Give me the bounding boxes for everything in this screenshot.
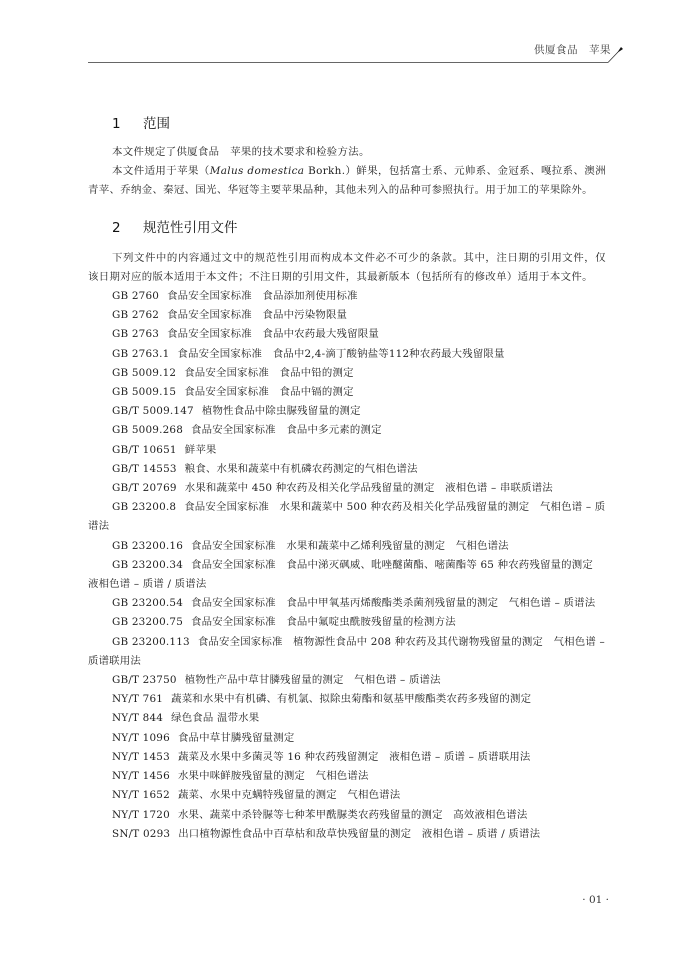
reference-code: NY/T 1720 (112, 808, 170, 821)
reference-item (88, 345, 606, 364)
reference-title: 食品安全国家标准 食品中氟啶虫酰胺残留量的检测方法 (191, 616, 456, 629)
section-heading-scope (88, 113, 606, 135)
reference-title: 食品安全国家标准 食品中涕灭砜威、吡唑醚菌酯、嘧菌酯等 65 种农药残留量的测定 液相色谱 – 质谱 / 质谱法 (88, 558, 604, 591)
running-header-title: 供厦食品 苹果 (534, 44, 611, 56)
reference-code: GB 23200.113 (112, 635, 190, 648)
reference-title: 食品安全国家标准 植物源性食品中 208 种农药及其代谢物残留量的测定 气相色谱 – 质谱联用法 (88, 635, 605, 667)
reference-title: 食品安全国家标准 食品中甲氧基丙烯酸酯类杀菌剂残留量的测定 气相色谱 – 质谱法 (191, 597, 596, 610)
section-title: 规范性引用文件 (143, 219, 238, 236)
reference-list (88, 287, 606, 844)
reference-title: 蔬菜、水果中克螨特残留量的测定 气相色谱法 (177, 789, 401, 802)
reference-title: 食品安全国家标准 食品中污染物限量 (167, 309, 348, 322)
reference-item (88, 671, 606, 690)
reference-code: GB 23200.34 (112, 558, 184, 571)
reference-title: 食品安全国家标准 食品中多元素的测定 (191, 424, 382, 437)
page-number: · 01 · (582, 894, 609, 906)
reference-code: NY/T 1456 (112, 770, 170, 783)
reference-item (88, 479, 606, 498)
section-number: 2 (112, 219, 121, 236)
reference-title: 出口植物源性食品中百草枯和敌草快残留量的测定 液相色谱 – 质谱 / 质谱法 (178, 827, 541, 840)
normative-intro-paragraph: 下列文件中的内容通过文中的规范性引用而构成本文件必不可少的条款。其中，注日期的引用文件，仅该日期对应的版本适用于本文件；不注日期的引用文件，其最新版本（包括所有的修改单）适用于本文件。 (88, 251, 606, 283)
reference-title: 粮食、水果和蔬菜中有机磷农药测定的气相色谱法 (184, 462, 418, 475)
reference-item (88, 825, 606, 844)
reference-title: 食品安全国家标准 食品中镉的测定 (184, 386, 354, 399)
reference-code: GB 2763 (112, 328, 160, 341)
reference-item (88, 786, 606, 805)
reference-item (88, 806, 606, 825)
reference-title: 蔬菜和水果中有机磷、有机氯、拟除虫菊酯和氨基甲酸酯类农药多残留的测定 (171, 693, 532, 706)
reference-item (88, 690, 606, 709)
species-name: Malus domestica (209, 165, 305, 178)
reference-item (88, 402, 606, 421)
reference-code: GB/T 23750 (112, 674, 177, 687)
reference-code: GB 2763.1 (112, 347, 170, 360)
reference-item (88, 287, 606, 306)
header-ornament-icon (617, 47, 623, 53)
section-number: 1 (112, 116, 121, 132)
reference-item (88, 709, 606, 728)
reference-title: 植物性产品中草甘膦残留量的测定 气相色谱 – 质谱法 (184, 674, 441, 687)
reference-title: 蔬菜及水果中多菌灵等 16 种农药残留测定 液相色谱 – 质谱 – 质谱联用法 (177, 750, 531, 763)
reference-code: GB 23200.54 (112, 597, 184, 610)
reference-item (88, 633, 606, 671)
reference-title: 鲜苹果 (184, 443, 217, 456)
reference-item (88, 767, 606, 786)
reference-item (88, 364, 606, 383)
reference-item (88, 594, 606, 613)
reference-code: NY/T 1453 (112, 750, 170, 763)
reference-code: GB 5009.15 (112, 386, 177, 399)
reference-code: GB 23200.16 (112, 539, 184, 552)
reference-title: 食品中草甘膦残留量测定 (177, 731, 295, 744)
reference-item (88, 613, 606, 632)
reference-code: GB 2760 (112, 290, 160, 303)
reference-code: GB 5009.268 (112, 424, 184, 437)
reference-title: 水果和蔬菜中 450 种农药及相关化学品残留量的测定 液相色谱 – 串联质谱法 (184, 482, 553, 495)
reference-code: NY/T 761 (112, 693, 164, 706)
reference-item (88, 325, 606, 344)
reference-title: 水果中咪鲜胺残留量的测定 气相色谱法 (177, 770, 369, 783)
reference-title: 食品安全国家标准 食品中农药最大残留限量 (167, 328, 379, 341)
main-content (88, 113, 606, 844)
reference-item (88, 460, 606, 479)
reference-code: NY/T 1096 (112, 731, 170, 744)
reference-title: 水果、蔬菜中杀铃脲等七种苯甲酰脲类农药残留量的测定 高效液相色谱法 (177, 808, 528, 821)
reference-title: 食品安全国家标准 水果和蔬菜中 500 种农药及相关化学品残留量的测定 气相色谱 – 质谱法 (88, 501, 606, 533)
reference-item (88, 498, 606, 536)
reference-code: GB/T 5009.147 (112, 405, 194, 418)
reference-item (88, 556, 606, 594)
reference-item (88, 537, 606, 556)
reference-code: GB 5009.12 (112, 366, 177, 379)
reference-code: GB/T 14553 (112, 462, 177, 475)
section-title: 范围 (143, 116, 170, 132)
scope-text: Borkh.）鲜果，包括富士系、元帅系、金冠系、嘎拉系、澳洲青苹、乔纳金、秦冠、国光、华冠等主要苹果品种，其他未列入的品种可参照执行。用于加工的苹果除外。 (88, 165, 606, 197)
reference-code: NY/T 844 (112, 712, 164, 725)
reference-code: GB 23200.75 (112, 616, 184, 629)
reference-item (88, 441, 606, 460)
scope-paragraph-1: 本文件规定了供厦食品 苹果的技术要求和检验方法。 (112, 146, 370, 158)
reference-item (88, 748, 606, 767)
reference-title: 食品安全国家标准 水果和蔬菜中乙烯利残留量的测定 气相色谱法 (191, 539, 509, 552)
reference-code: GB/T 10651 (112, 443, 177, 456)
reference-code: NY/T 1652 (112, 789, 170, 802)
reference-code: SN/T 0293 (112, 827, 171, 840)
scope-paragraph-2 (88, 162, 606, 200)
reference-title: 食品安全国家标准 食品添加剂使用标准 (167, 290, 358, 303)
scope-text: 本文件适用于苹果（ (112, 165, 210, 178)
reference-title: 植物性食品中除虫脲残留量的测定 (201, 405, 361, 418)
reference-code: GB/T 20769 (112, 482, 177, 495)
reference-title: 食品安全国家标准 食品中2,4-滴丁酸钠盐等112种农药最大残留限量 (177, 347, 505, 360)
section-heading-normative-references (88, 217, 606, 239)
reference-item (88, 421, 606, 440)
header-rule (88, 0, 648, 75)
reference-code: GB 2762 (112, 309, 160, 322)
reference-item (88, 306, 606, 325)
reference-code: GB 23200.8 (112, 501, 177, 514)
reference-title: 食品安全国家标准 食品中铅的测定 (184, 366, 354, 379)
reference-title: 绿色食品 温带水果 (171, 712, 260, 725)
reference-item (88, 383, 606, 402)
reference-item (88, 729, 606, 748)
